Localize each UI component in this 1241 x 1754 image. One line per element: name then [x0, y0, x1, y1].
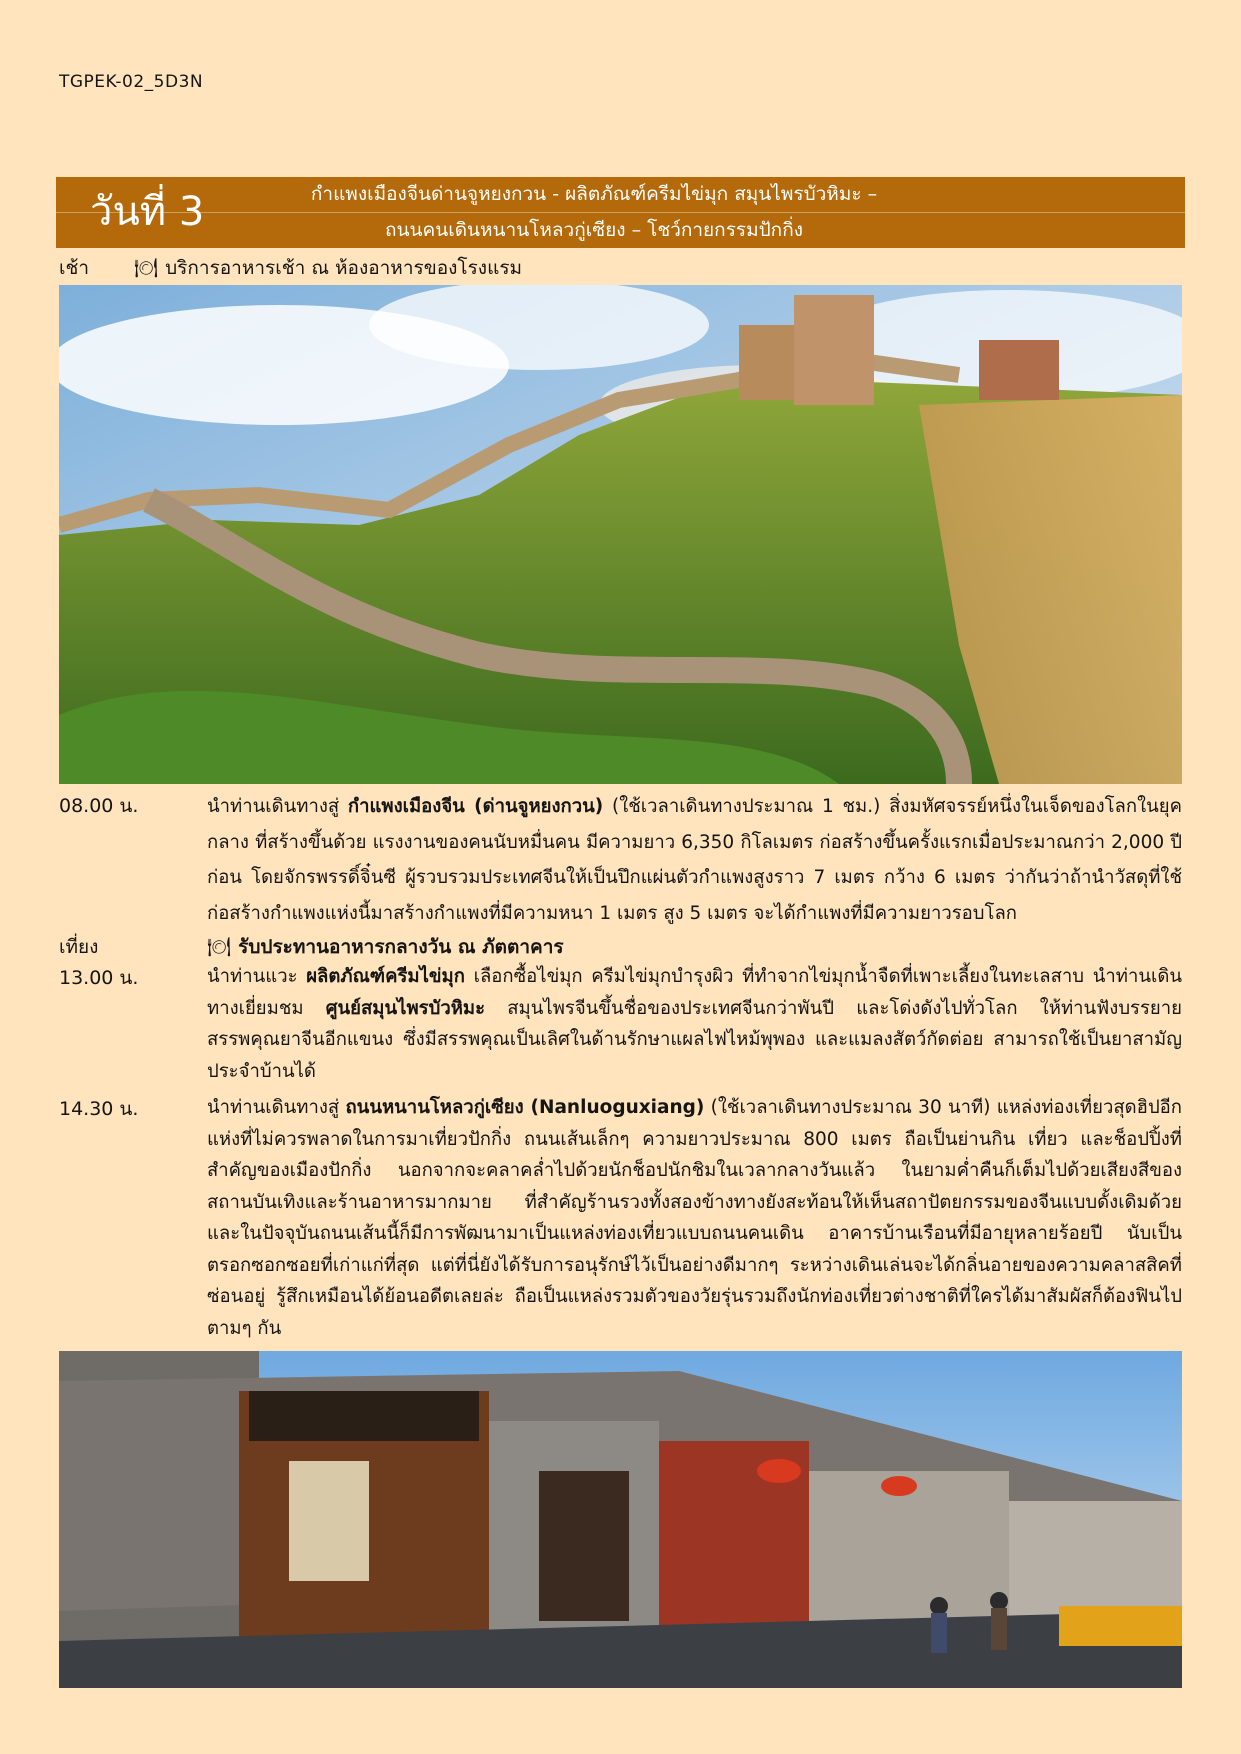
itinerary-1430-text — [207, 1092, 1182, 1344]
lunch-line — [207, 932, 564, 962]
time-1430: 14.30 น. — [59, 1098, 139, 1120]
nanluoguxiang-street-photo — [59, 1351, 1182, 1688]
utensils-icon: 🍽 — [134, 257, 159, 279]
place-name-nanluoguxiang: ถนนหนานโหลวกู่เซียง (Nanluoguxiang) — [345, 1097, 705, 1118]
text-segment: นำท่านเดินทางสู่ — [207, 1097, 346, 1118]
itinerary-1300-text — [207, 961, 1182, 1087]
time-1300: 13.00 น. — [59, 967, 139, 989]
banner-subtitle-line-2: ถนนคนเดินหนานโหลวกู่เซียง – โชว์กายกรรมปักกิ่ง — [385, 219, 803, 241]
utensils-icon: 🍽 — [207, 936, 232, 958]
place-name-great-wall: กำแพงเมืองจีน (ด่านจูหยงกวน) — [347, 796, 604, 817]
itinerary-0800-text — [207, 789, 1182, 931]
banner-subtitle-line-1: กำแพงเมืองจีนด่านจูหยงกวน - ผลิตภัณฑ์ครีมไข่มุก สมุนไพรบัวหิมะ – — [310, 183, 878, 205]
great-wall-photo — [59, 285, 1182, 784]
document-code: TGPEK-02_5D3N — [59, 72, 204, 92]
breakfast-line — [134, 253, 522, 283]
lunch-text: รับประทานอาหารกลางวัน ณ ภัตตาคาร — [238, 936, 564, 958]
text-segment: (ใช้เวลาเดินทางประมาณ 30 นาที) แหล่งท่องเที่ยวสุดฮิปอีกแห่งที่ไม่ควรพลาดในการมาเที่ยวปักกิ่ง ถนนเส้นเล็กๆ ความยาวประมาณ 800 เมตร ถือเป็นย่านกิน เที่ยว และช็อปปิ้งที่สำคัญของเมืองปักกิ่ง นอกจากจะคลาคล่ำไปด้วยนักช็อปนักชิมในเวลากลางวันแล้ว ในยามค่ำคืนก็เต็มไปด้วยเสียงสีของสถานบันเทิงและร้านอาหารมากมาย ที่สำคัญร้านรวงทั้งสองข้างทางยังสะท้อนให้เห็นสถาปัตยกรรมของจีนแบบดั้งเดิมด้วยและในปัจจุบันถนนเส้นนี้ก็มีการพัฒนามาเป็นแหล่งท่องเที่ยวแบบถนนคนเดิน อาคารบ้านเรือนที่มีอายุหลายร้อยปี นับเป็นตรอกซอกซอยที่เก่าแก่ที่สุด แต่ที่นี่ยังได้รับการอนุรักษ์ไว้เป็นอย่างดีมากๆ ระหว่างเดินเล่นจะได้กลิ่นอายของความคลาสสิคที่ซ่อนอยู่ รู้สึกเหมือนได้ย้อนอดีตเลยล่ะ ถือเป็นแหล่งรวมตัวของวัยรุ่นรวมถึงนักท่องเที่ยวต่างชาติที่ใครได้มาสัมผัสก็ต้องฟินไปตามๆ กัน — [207, 1097, 1182, 1339]
place-name-pearl-cream: ผลิตภัณฑ์ครีมไข่มุก — [306, 966, 465, 987]
text-segment: สมุนไพรจีนขึ้นชื่อของประเทศจีนกว่าพันปี และโด่งดังไปทั่วโลก ให้ท่านฟังบรรยายสรรพคุณยาจีนอีกแขนง ซึ่งมีสรรพคุณเป็นเลิศในด้านรักษาแผลไฟไหม้พุพอง และแมลงสัตว์กัดต่อย สามารถใช้เป็นยาสามัญประจำบ้านได้ — [207, 997, 1182, 1082]
breakfast-label: เช้า — [59, 257, 90, 279]
day-title: วันที่ 3 — [90, 189, 205, 235]
text-segment: นำท่านแวะ — [207, 966, 307, 987]
text-segment: (ใช้เวลาเดินทางประมาณ 1 ชม.) สิ่งมหัศจรรย์หนึ่งในเจ็ดของโลกในยุคกลาง ที่สร้างขึ้นด้วย แรงงานของคนนับหมื่นคน มีความยาว 6,350 กิโลเมตร ก่อสร้างขึ้นครั้งแรกเมื่อประมาณกว่า 2,000 ปีก่อน โดยจักรพรรดิ์จิ๋นซี ผู้รวบรวมประเทศจีนให้เป็นปึกแผ่นตัวกำแพงสูงราว 7 เมตร กว้าง 6 เมตร ว่ากันว่าถ้านำวัสดุที่ใช้ก่อสร้างกำแพงแห่งนี้มาสร้างกำแพงที่มีความหนา 1 เมตร สูง 5 เมตร จะได้กำแพงที่มีความยาวรอบโลก — [207, 796, 1182, 924]
lunch-label: เที่ยง — [59, 936, 99, 958]
breakfast-text: บริการอาหารเช้า ณ ห้องอาหารของโรงแรม — [165, 257, 523, 279]
place-name-snow-lotus: ศูนย์สมุนไพรบัวหิมะ — [325, 997, 486, 1019]
text-segment: เลือกซื้อไข่มุก ครีมไข่มุกบำรุงผิว ที่ทำจากไข่มุกน้ำจืดที่เพาะเลี้ยงในทะเลสาบ นำท่านเดินทางเยี่ยมชม — [207, 966, 1182, 1019]
text-segment: นำท่านเดินทางสู่ — [207, 796, 348, 817]
time-0800: 08.00 น. — [59, 795, 139, 817]
day-banner — [56, 177, 1185, 248]
